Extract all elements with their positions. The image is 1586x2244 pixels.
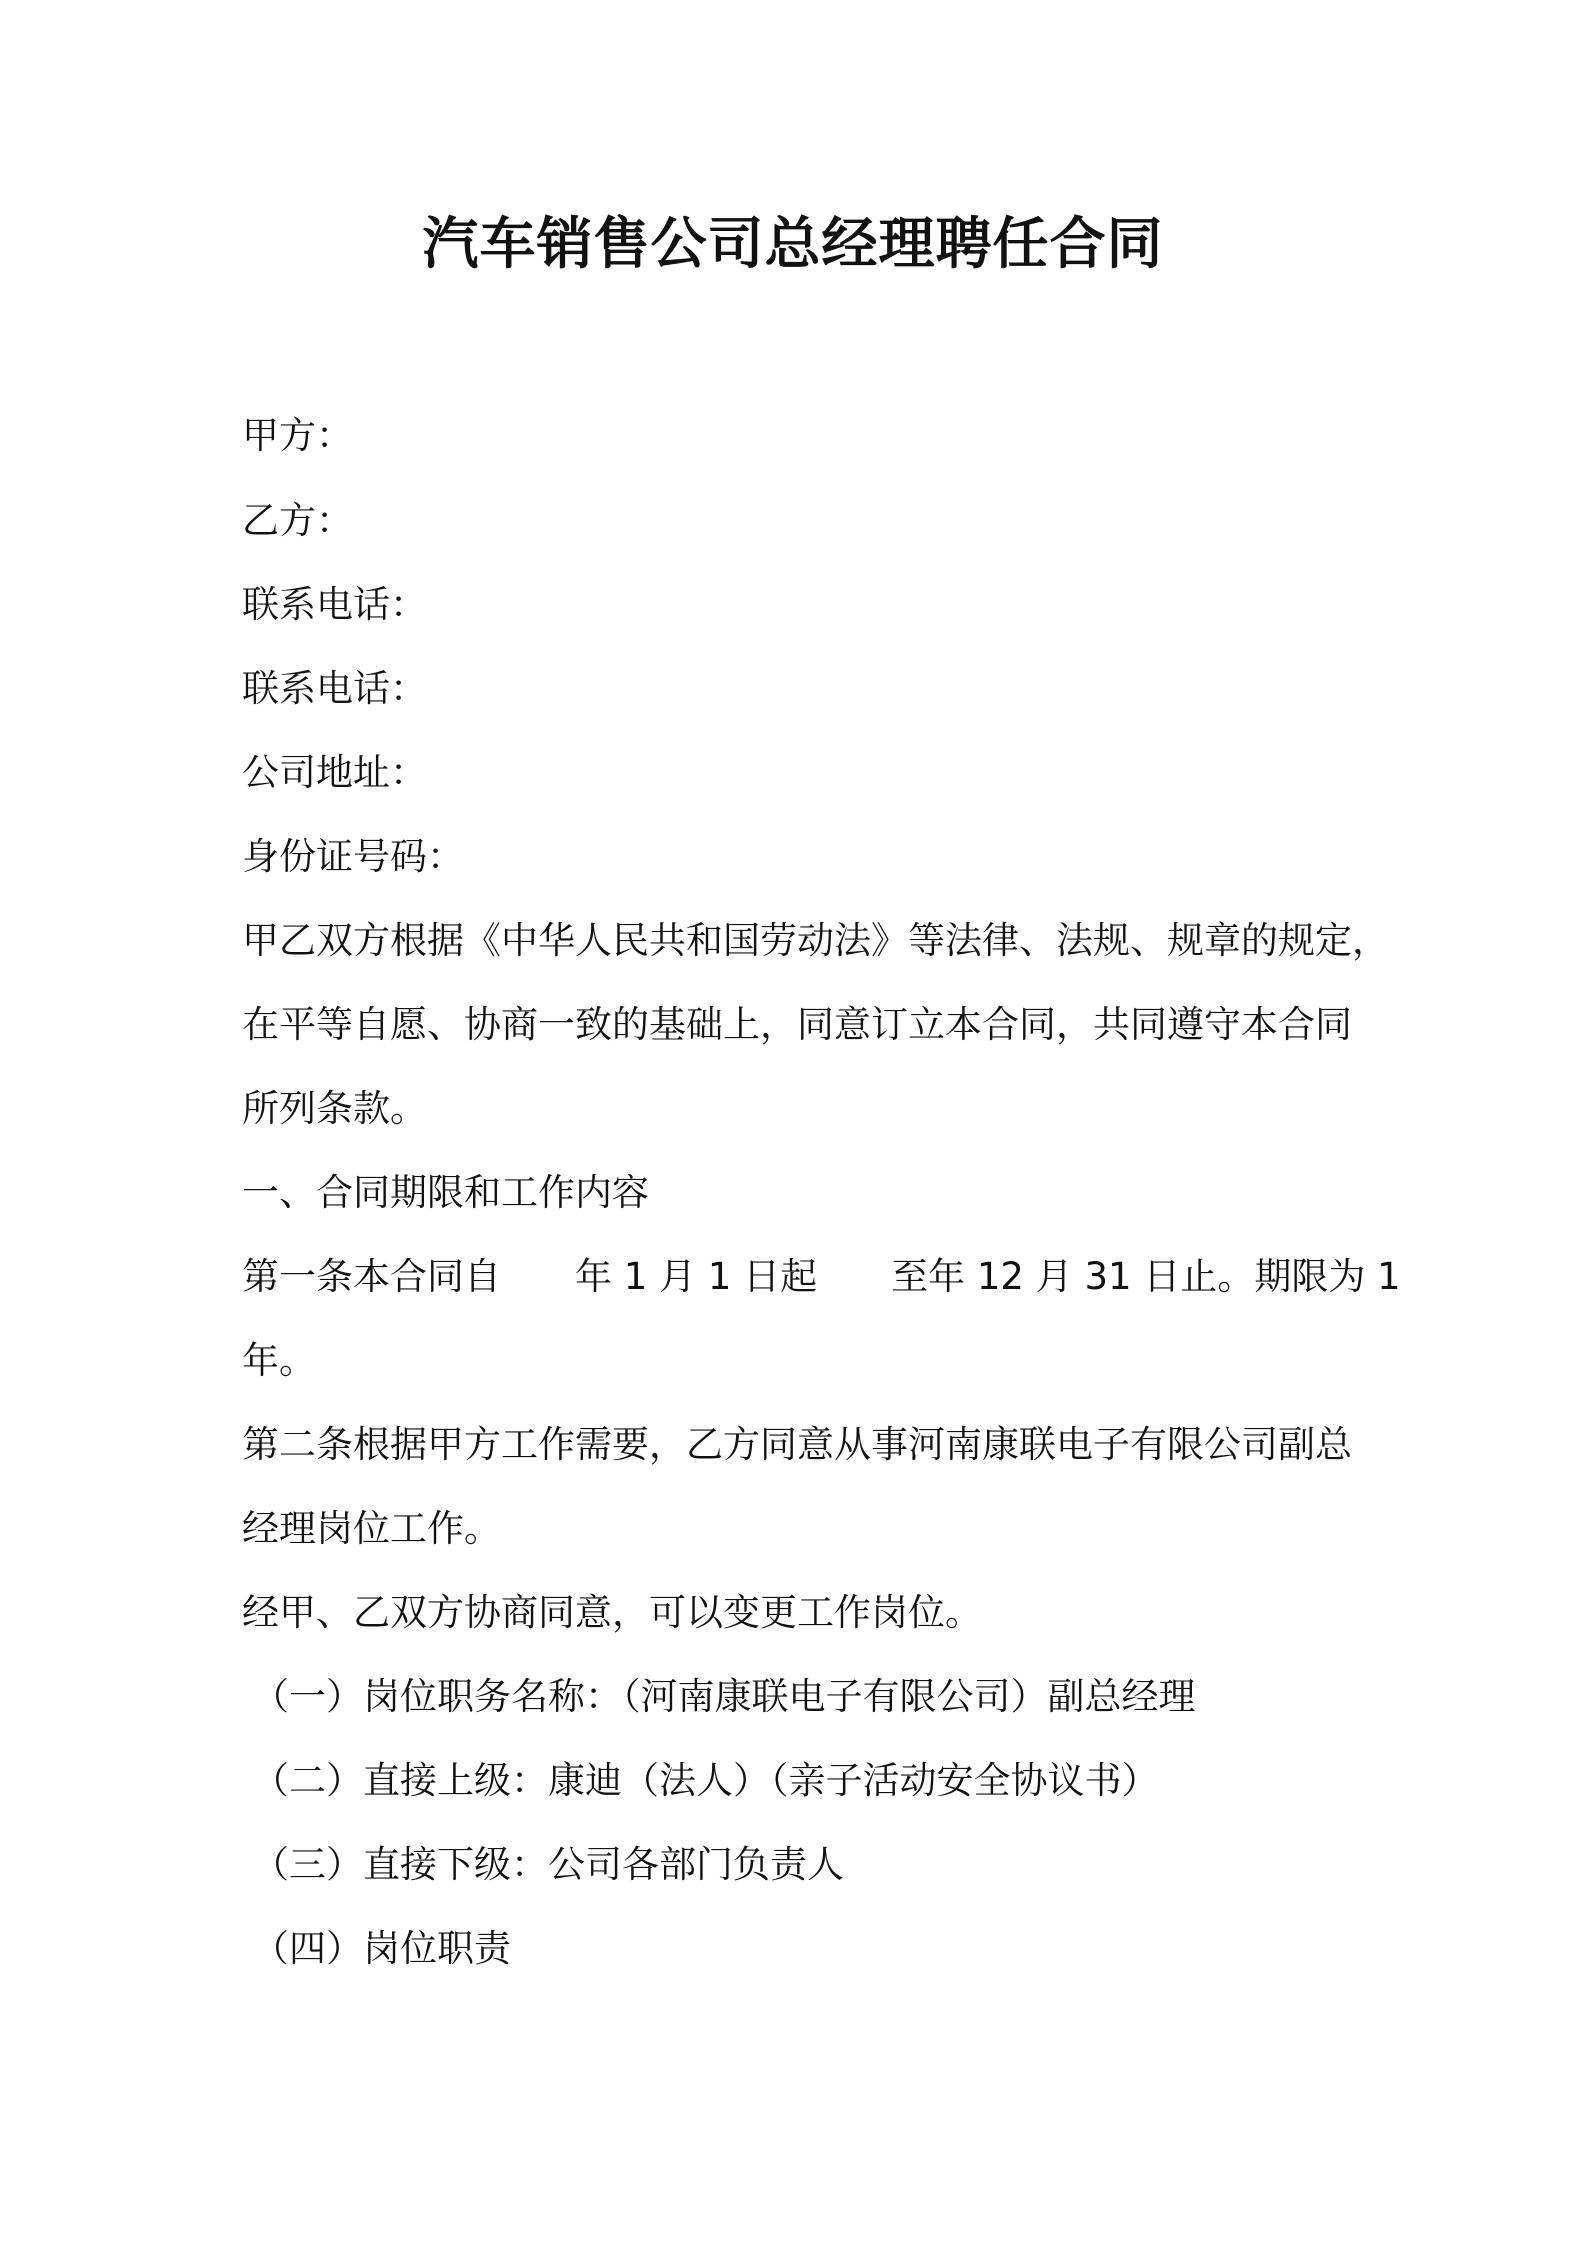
item-direct-superior: （二）直接上级：康迪（法人）（亲子活动安全协议书） — [252, 1759, 1159, 1802]
field-id-number: 身份证号码： — [242, 835, 464, 878]
field-phone-1: 联系电话： — [242, 583, 427, 626]
document-title: 汽车销售公司总经理聘任合同 — [422, 212, 1164, 277]
field-company-address: 公司地址： — [242, 751, 427, 794]
intro-line-3: 所列条款。 — [242, 1087, 427, 1130]
field-party-b: 乙方： — [242, 499, 353, 542]
article-1-line-1: 第一条本合同自 年 1 月 1 日起 至年 12 月 31 日止。期限为 1 — [242, 1255, 1401, 1298]
item-position-title: （一）岗位职务名称：（河南康联电子有限公司）副总经理 — [252, 1675, 1196, 1718]
intro-line-1: 甲乙双方根据《中华人民共和国劳动法》等法律、法规、规章的规定， — [242, 919, 1389, 962]
intro-line-2: 在平等自愿、协商一致的基础上，同意订立本合同，共同遵守本合同 — [242, 1003, 1352, 1046]
item-direct-subordinates: （三）直接下级：公司各部门负责人 — [252, 1843, 844, 1886]
article-2-line-1: 第二条根据甲方工作需要，乙方同意从事河南康联电子有限公司副总 — [242, 1423, 1352, 1466]
article-2-line-2: 经理岗位工作。 — [242, 1507, 501, 1550]
section-1-heading: 一、合同期限和工作内容 — [242, 1171, 649, 1214]
article-1-line-2: 年。 — [242, 1339, 316, 1382]
change-clause: 经甲、乙双方协商同意，可以变更工作岗位。 — [242, 1591, 982, 1634]
field-phone-2: 联系电话： — [242, 667, 427, 710]
field-party-a: 甲方： — [242, 414, 353, 457]
item-job-duties: （四）岗位职责 — [252, 1927, 511, 1970]
